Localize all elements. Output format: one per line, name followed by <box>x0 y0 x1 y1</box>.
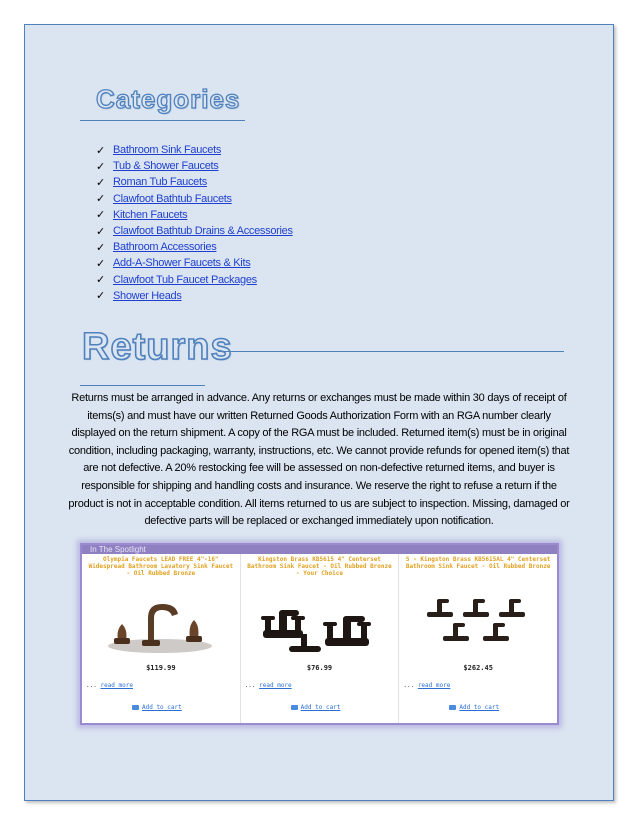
spotlight-product-grid <box>82 554 557 723</box>
checkmark-icon: ✓ <box>96 240 106 254</box>
checkmark-icon: ✓ <box>96 289 106 303</box>
checkmark-icon: ✓ <box>96 143 106 157</box>
category-link-clawfoot-tub-faucet-packages[interactable]: Clawfoot Tub Faucet Packages <box>113 273 257 286</box>
read-more-ellipsis: ... <box>403 682 415 689</box>
cart-icon <box>449 705 456 710</box>
category-link-shower-heads[interactable]: Shower Heads <box>113 289 182 302</box>
product-card <box>82 554 241 723</box>
product-title[interactable]: 5 - Kingston Brass KB5615AL 4" Centerset Bathroom Sink Faucet - Oil Rubbed Bronze <box>405 556 551 571</box>
product-card <box>399 554 557 723</box>
category-item <box>96 207 293 223</box>
category-link-add-a-shower-faucets-kits[interactable]: Add-A-Shower Faucets & Kits <box>113 257 251 270</box>
checkmark-icon: ✓ <box>96 192 106 206</box>
product-card <box>241 554 400 723</box>
category-link-tub-shower-faucets[interactable]: Tub & Shower Faucets <box>113 160 219 173</box>
category-item <box>96 239 293 255</box>
category-item <box>96 191 293 207</box>
read-more-link[interactable]: read more <box>100 682 133 689</box>
category-item <box>96 158 293 174</box>
checkmark-icon: ✓ <box>96 273 106 287</box>
add-to-cart-label: Add to cart <box>300 704 341 711</box>
read-more-row <box>86 682 133 689</box>
category-item <box>96 255 293 271</box>
categories-heading: Categories <box>96 84 241 114</box>
read-more-link[interactable]: read more <box>259 682 292 689</box>
returns-heading: Returns <box>82 326 233 368</box>
product-price: $119.99 <box>146 664 176 672</box>
read-more-row <box>245 682 292 689</box>
read-more-ellipsis: ... <box>86 682 97 689</box>
read-more-row <box>403 682 450 689</box>
faucet-product-image[interactable] <box>249 590 389 658</box>
category-link-kitchen-faucets[interactable]: Kitchen Faucets <box>113 208 188 221</box>
category-item <box>96 223 293 239</box>
categories-divider <box>80 120 245 121</box>
category-item <box>96 174 293 190</box>
add-to-cart-label: Add to cart <box>142 704 182 711</box>
read-more-ellipsis: ... <box>244 682 256 689</box>
category-item <box>96 288 293 304</box>
category-link-bathroom-sink-faucets[interactable]: Bathroom Sink Faucets <box>113 144 222 157</box>
checkmark-icon: ✓ <box>96 256 106 270</box>
categories-list <box>96 142 293 304</box>
product-title[interactable]: Olympia Faucets LEAD FREE 4"-16" Widespread Bathroom Lavatory Sink Faucet - Oil Rubbed Bronze <box>88 556 234 578</box>
category-link-clawfoot-drains-accessories[interactable]: Clawfoot Bathtub Drains & Accessories <box>113 225 293 238</box>
category-link-clawfoot-bathtub-faucets[interactable]: Clawfoot Bathtub Faucets <box>113 192 232 205</box>
checkmark-icon: ✓ <box>96 159 106 173</box>
product-price: $262.45 <box>463 664 493 672</box>
checkmark-icon: ✓ <box>96 224 106 238</box>
product-price: $76.99 <box>306 664 333 672</box>
returns-policy-text: Returns must be arranged in advance. Any returns or exchanges must be made within 30 days of receipt of items(s) and must have our written Returned Goods Authorization Form with an RGA number clearly displayed on the return shipment. A copy of the RGA must be included. Returned item(s) must be in original condition, including packaging, warranty, instructions, etc. We cannot provide refunds for opened item(s) that are not defective. A 20% restocking fee will be assessed on non-defective returned items, and buyer is responsible for shipping and handling costs and insurance. We reserve the right to refuse a return if the product is not in acceptable condition. All items returned to us are subject to inspection. Missing, damaged or defective parts will be replaced or exchanged immediately upon notification. <box>68 392 570 528</box>
returns-divider-left <box>80 385 205 386</box>
faucet-product-image[interactable] <box>90 590 230 658</box>
returns-divider-right <box>218 351 564 352</box>
product-title[interactable]: Kingston Brass KB5615 4" Centerset Bathroom Sink Faucet - Oil Rubbed Bronze - Your Choice <box>247 556 392 578</box>
read-more-link[interactable]: read more <box>417 682 451 689</box>
spotlight-header: In The Spotlight <box>82 545 557 554</box>
add-to-cart-button[interactable] <box>291 704 341 711</box>
category-item <box>96 272 293 288</box>
cart-icon <box>132 705 139 710</box>
checkmark-icon: ✓ <box>96 208 106 222</box>
add-to-cart-label: Add to cart <box>459 704 500 711</box>
spotlight-panel <box>80 543 559 725</box>
faucet-product-image[interactable] <box>407 590 547 658</box>
add-to-cart-button[interactable] <box>449 704 499 711</box>
checkmark-icon: ✓ <box>96 175 106 189</box>
add-to-cart-button[interactable] <box>132 704 182 711</box>
cart-icon <box>291 705 298 710</box>
category-item <box>96 142 293 158</box>
category-link-bathroom-accessories[interactable]: Bathroom Accessories <box>113 241 217 254</box>
category-link-roman-tub-faucets[interactable]: Roman Tub Faucets <box>113 176 207 189</box>
